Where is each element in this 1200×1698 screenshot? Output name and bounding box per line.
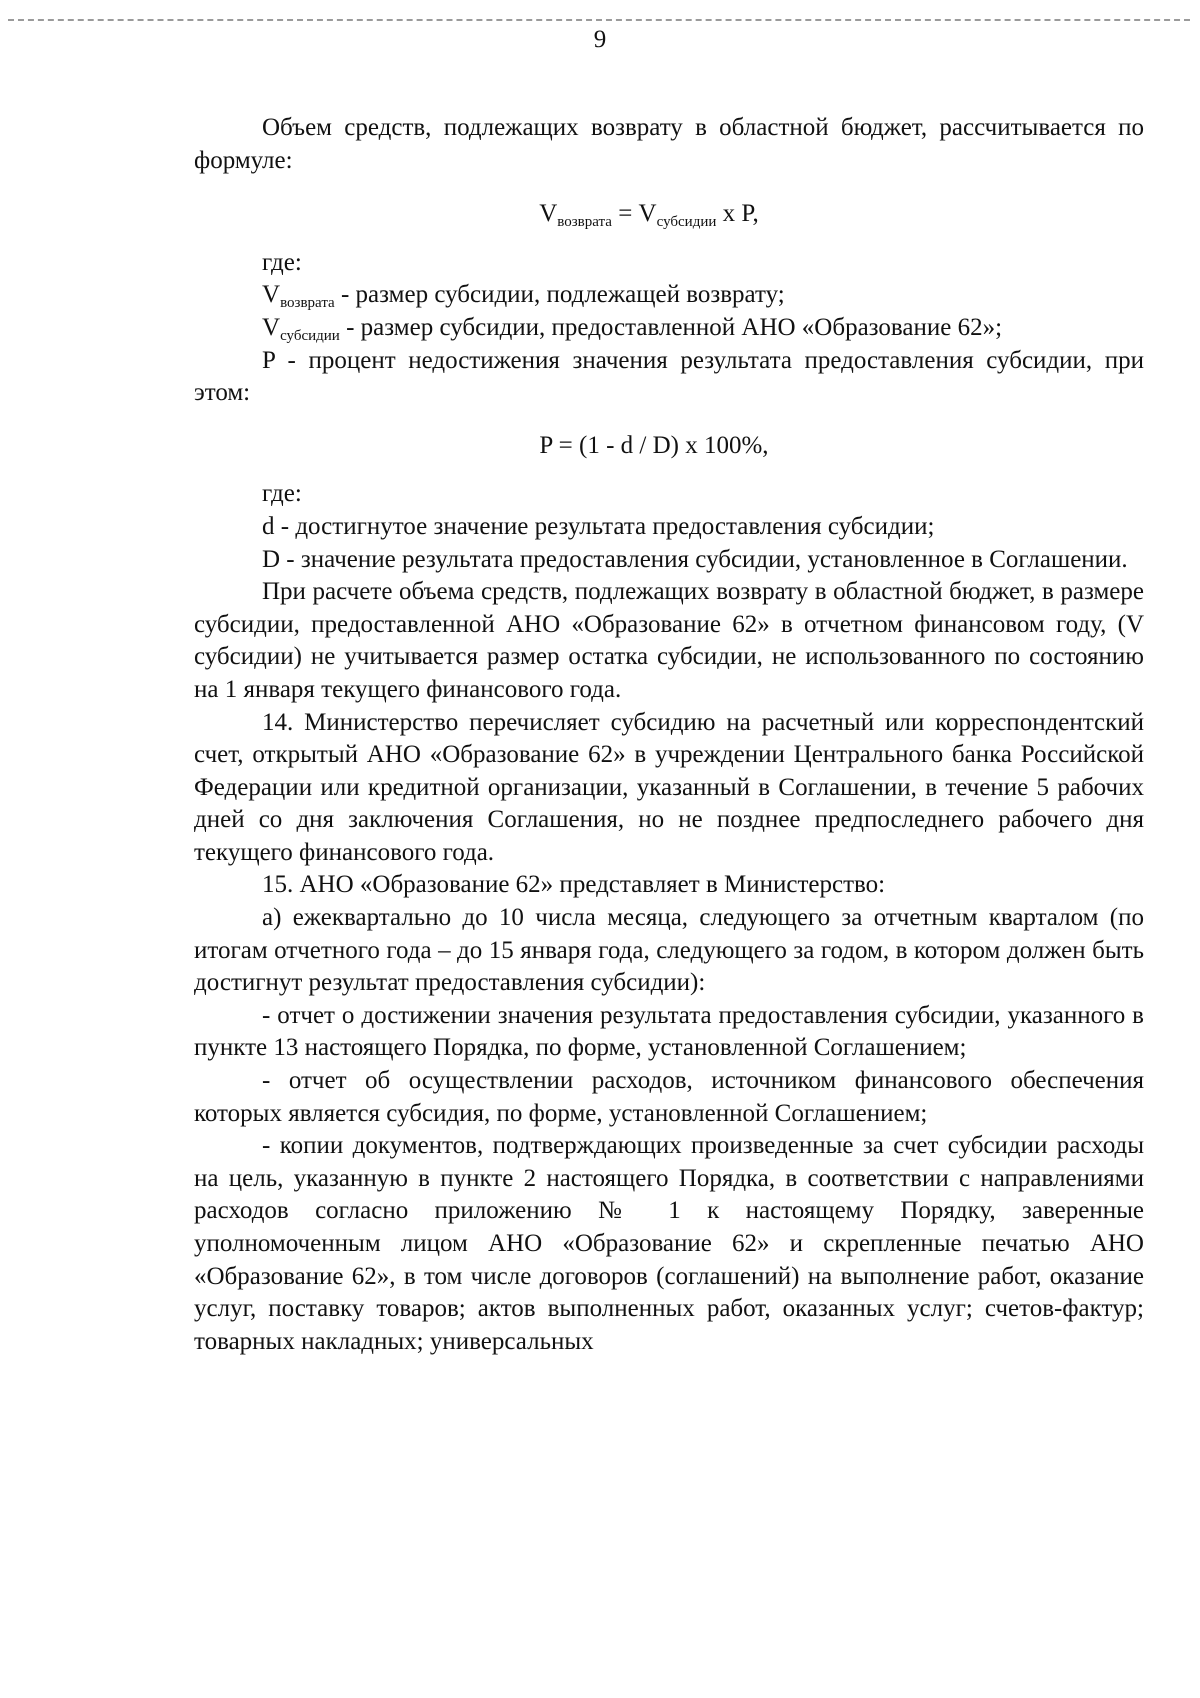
list-item-document-copies: - копии документов, подтверждающих произведенные за счет субсидии расходы на цель, указанную в пункте 2 настоящего Порядка, в соответствии с направлениями расходов согласно приложению № 1 к настоящему Порядку, заверенные уполномоченным лицом АНО «Образование 62» и скрепленные печатью АНО «Образование 62», в том числе договоров (соглашений) на выполнение работ, оказание услуг, поставку товаров; актов выполненных работ, оказанных услуг; счетов-фактур; товарных накладных; универсальных	[194, 1132, 1144, 1355]
definition-p: P - процент недостижения значения результата предоставления субсидии, при этом:	[194, 346, 1144, 407]
v-return-subscript: возврата	[280, 295, 335, 312]
formula-v-symbol: V	[638, 200, 657, 228]
paragraph-15: 15. АНО «Образование 62» представляет в Министерство:	[262, 871, 886, 899]
paragraph-calculation: При расчете объема средств, подлежащих возврату в областной бюджет, в размере субсидии, предоставленной АНО «Образование 62» в отчетном финансовом году, (V субсидии) не учитывается размер остатка субсидии, не использованного по состоянию на 1 января текущего финансового года.	[194, 578, 1144, 703]
formula-v-symbol: V	[539, 200, 558, 228]
where-label: где:	[262, 480, 302, 508]
v-symbol: V	[262, 313, 281, 341]
paragraph-14: 14. Министерство перечисляет субсидию на расчетный или корреспондентский счет, открытый АНО «Образование 62» в учреждении Центрального банка Российской Федерации или кредитной организации, указанный в Соглашении, в течение 5 рабочих дней со дня заключения Соглашения, но не позднее предпоследнего рабочего дня текущего финансового года.	[194, 708, 1144, 866]
formula-tail: x P,	[716, 200, 759, 228]
list-item-report-result: - отчет о достижении значения результата предоставления субсидии, указанного в пункте 13 настоящего Порядка, по форме, установленной Соглашением;	[194, 1001, 1144, 1062]
v-symbol: V	[262, 281, 281, 309]
where-label: где:	[262, 248, 302, 276]
v-subsidy-subscript: субсидии	[280, 327, 340, 344]
scan-edge-line	[8, 19, 1190, 21]
definition-text: - размер субсидии, предоставленной АНО «Образование 62»;	[339, 313, 1003, 341]
definition-v-return	[194, 279, 1144, 312]
definition-D: D - значение результата предоставления субсидии, установленное в Соглашении.	[262, 545, 1128, 573]
formula-equals: =	[611, 200, 639, 228]
definition-text: - размер субсидии, подлежащей возврату;	[334, 281, 785, 309]
paragraph-return-volume: Объем средств, подлежащих возврату в областной бюджет, рассчитывается по формуле:	[194, 114, 1144, 174]
formula-return	[194, 198, 1144, 231]
formula-percent: P = (1 - d / D) x 100%,	[539, 431, 769, 459]
document-body	[194, 112, 1144, 1358]
formula-return-subscript: возврата	[557, 214, 612, 231]
definition-v-subsidy	[194, 312, 1144, 345]
page-number: 9	[593, 26, 607, 53]
definition-d: d - достигнутое значение результата предоставления субсидии;	[262, 512, 935, 540]
paragraph-15a: а) ежеквартально до 10 числа месяца, следующего за отчетным кварталом (по итогам отчетного года – до 15 января года, следующего за годом, в котором должен быть достигнут результат предоставления субсидии):	[194, 904, 1144, 997]
list-item-report-expenses: - отчет об осуществлении расходов, источником финансового обеспечения которых является субсидия, по форме, установленной Соглашением;	[194, 1067, 1144, 1127]
formula-subsidy-subscript: субсидии	[656, 214, 717, 231]
